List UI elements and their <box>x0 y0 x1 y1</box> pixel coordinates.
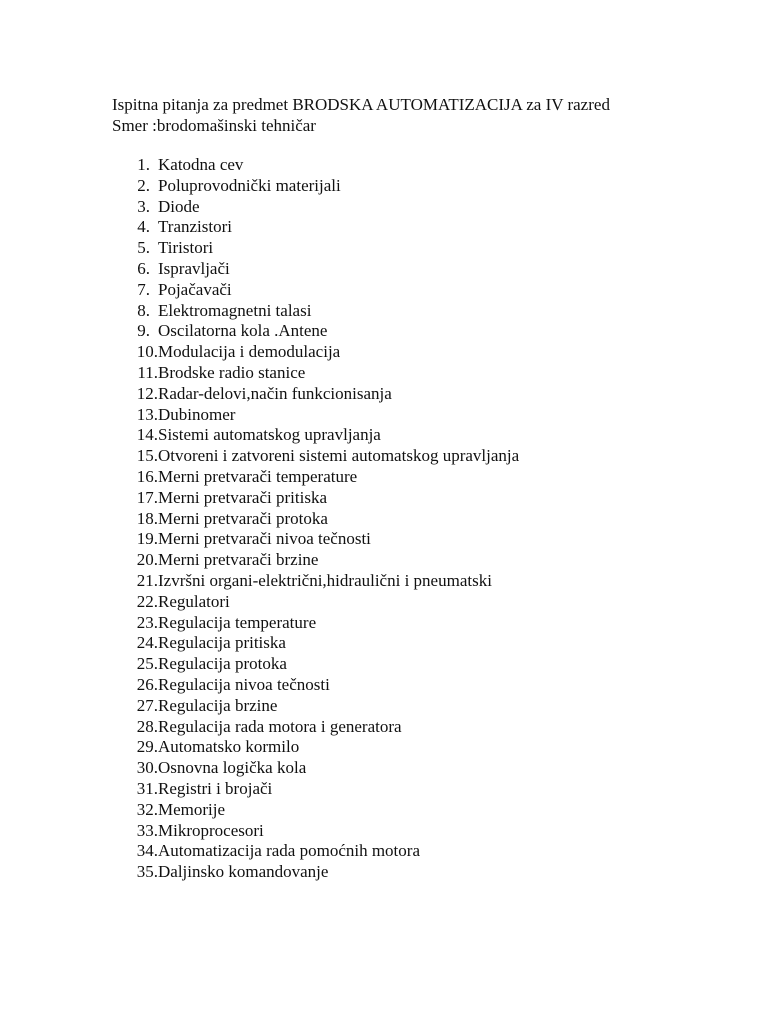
question-text: Osnovna logička kola <box>158 758 307 778</box>
question-text: Diode <box>158 196 200 216</box>
question-item <box>112 509 519 530</box>
question-number: 21. <box>136 570 158 590</box>
question-item <box>112 862 519 883</box>
question-number: 20. <box>136 550 158 570</box>
question-item <box>112 488 519 509</box>
question-text: Mikroprocesori <box>158 820 264 840</box>
question-text: Regulatori <box>158 591 230 611</box>
question-text: Izvršni organi-električni,hidraulični i pneumatski <box>158 570 492 590</box>
question-item <box>112 405 519 426</box>
question-item <box>112 717 519 738</box>
question-number: 2. <box>137 175 150 195</box>
document-title: Ispitna pitanja za predmet BRODSKA AUTOMATIZACIJA za IV razred <box>112 95 610 114</box>
question-item <box>112 529 519 550</box>
question-item <box>112 176 519 197</box>
question-number: 19. <box>136 529 158 549</box>
question-text: Ispravljači <box>158 258 230 278</box>
question-text: Regulacija rada motora i generatora <box>158 716 402 736</box>
question-item <box>112 696 519 717</box>
question-item <box>112 779 519 800</box>
question-text: Automatsko kormilo <box>158 737 300 757</box>
question-text: Merni pretvarači pritiska <box>158 487 327 507</box>
question-number: 33. <box>136 820 158 840</box>
question-item <box>112 592 519 613</box>
question-number: 1. <box>137 155 150 174</box>
question-text: Katodna cev <box>158 155 244 174</box>
question-text: Radar-delovi,način funkcionisanja <box>158 383 392 403</box>
question-item <box>112 613 519 634</box>
question-number: 7. <box>137 279 150 299</box>
question-number: 9. <box>137 321 150 341</box>
question-text: Regulacija brzine <box>158 695 278 715</box>
question-number: 15. <box>136 446 158 466</box>
question-number: 17. <box>136 487 158 507</box>
question-item <box>112 446 519 467</box>
question-number: 14. <box>136 425 158 445</box>
question-number: 35. <box>136 862 158 882</box>
question-text: Tranzistori <box>158 217 232 237</box>
question-number: 11. <box>137 362 158 382</box>
question-number: 13. <box>136 404 158 424</box>
question-text: Regulacija pritiska <box>158 633 286 653</box>
question-number: 24. <box>136 633 158 653</box>
question-item <box>112 821 519 842</box>
question-item <box>112 321 519 342</box>
question-number: 22. <box>136 591 158 611</box>
document-header <box>112 94 610 136</box>
question-text: Merni pretvarači nivoa tečnosti <box>158 529 371 549</box>
question-number: 18. <box>136 508 158 528</box>
question-number: 8. <box>137 300 150 320</box>
question-item <box>112 301 519 322</box>
question-number: 30. <box>136 758 158 778</box>
question-number: 6. <box>137 258 150 278</box>
question-number: 16. <box>136 466 158 486</box>
question-item <box>112 197 519 218</box>
question-item <box>112 384 519 405</box>
question-number: 34. <box>136 841 158 861</box>
question-item <box>112 800 519 821</box>
question-number: 25. <box>136 654 158 674</box>
question-item <box>112 425 519 446</box>
question-text: Elektromagnetni talasi <box>158 300 312 320</box>
question-item <box>112 467 519 488</box>
question-item <box>112 571 519 592</box>
question-text: Merni pretvarači temperature <box>158 466 358 486</box>
question-text: Merni pretvarači brzine <box>158 550 319 570</box>
question-text: Brodske radio stanice <box>158 362 306 382</box>
question-number: 10. <box>136 342 158 362</box>
question-text: Otvoreni i zatvoreni sistemi automatskog upravljanja <box>158 446 520 466</box>
question-item <box>112 259 519 280</box>
question-item <box>112 217 519 238</box>
question-item <box>112 342 519 363</box>
question-text: Regulacija protoka <box>158 654 287 674</box>
question-number: 23. <box>136 612 158 632</box>
question-item <box>112 550 519 571</box>
question-item <box>112 363 519 384</box>
question-number: 12. <box>136 383 158 403</box>
question-text: Regulacija temperature <box>158 612 317 632</box>
question-number: 3. <box>137 196 150 216</box>
question-number: 29. <box>136 737 158 757</box>
question-text: Automatizacija rada pomoćnih motora <box>158 841 420 861</box>
question-text: Tiristori <box>158 238 214 258</box>
question-text: Pojačavači <box>158 279 232 299</box>
question-number: 26. <box>136 674 158 694</box>
question-text: Memorije <box>158 799 226 819</box>
question-number: 32. <box>136 799 158 819</box>
question-item <box>112 737 519 758</box>
question-item <box>112 654 519 675</box>
question-text: Modulacija i demodulacija <box>158 342 341 362</box>
question-text: Oscilatorna kola .Antene <box>158 321 328 341</box>
question-number: 4. <box>137 217 150 237</box>
question-item <box>112 758 519 779</box>
question-item <box>112 841 519 862</box>
question-item <box>112 238 519 259</box>
question-list <box>112 155 519 883</box>
question-text: Regulacija nivoa tečnosti <box>158 674 330 694</box>
question-text: Registri i brojači <box>158 778 273 798</box>
question-number: 31. <box>136 778 158 798</box>
question-item <box>112 675 519 696</box>
question-item <box>112 633 519 654</box>
document-subtitle: Smer :brodomašinski tehničar <box>112 116 316 135</box>
question-text: Poluprovodnički materijali <box>158 175 341 195</box>
question-item <box>112 155 519 176</box>
question-number: 5. <box>137 238 150 258</box>
question-text: Sistemi automatskog upravljanja <box>158 425 381 445</box>
question-text: Merni pretvarači protoka <box>158 508 328 528</box>
question-text: Daljinsko komandovanje <box>158 862 329 882</box>
question-number: 27. <box>136 695 158 715</box>
question-item <box>112 280 519 301</box>
question-text: Dubinomer <box>158 404 236 424</box>
question-number: 28. <box>136 716 158 736</box>
